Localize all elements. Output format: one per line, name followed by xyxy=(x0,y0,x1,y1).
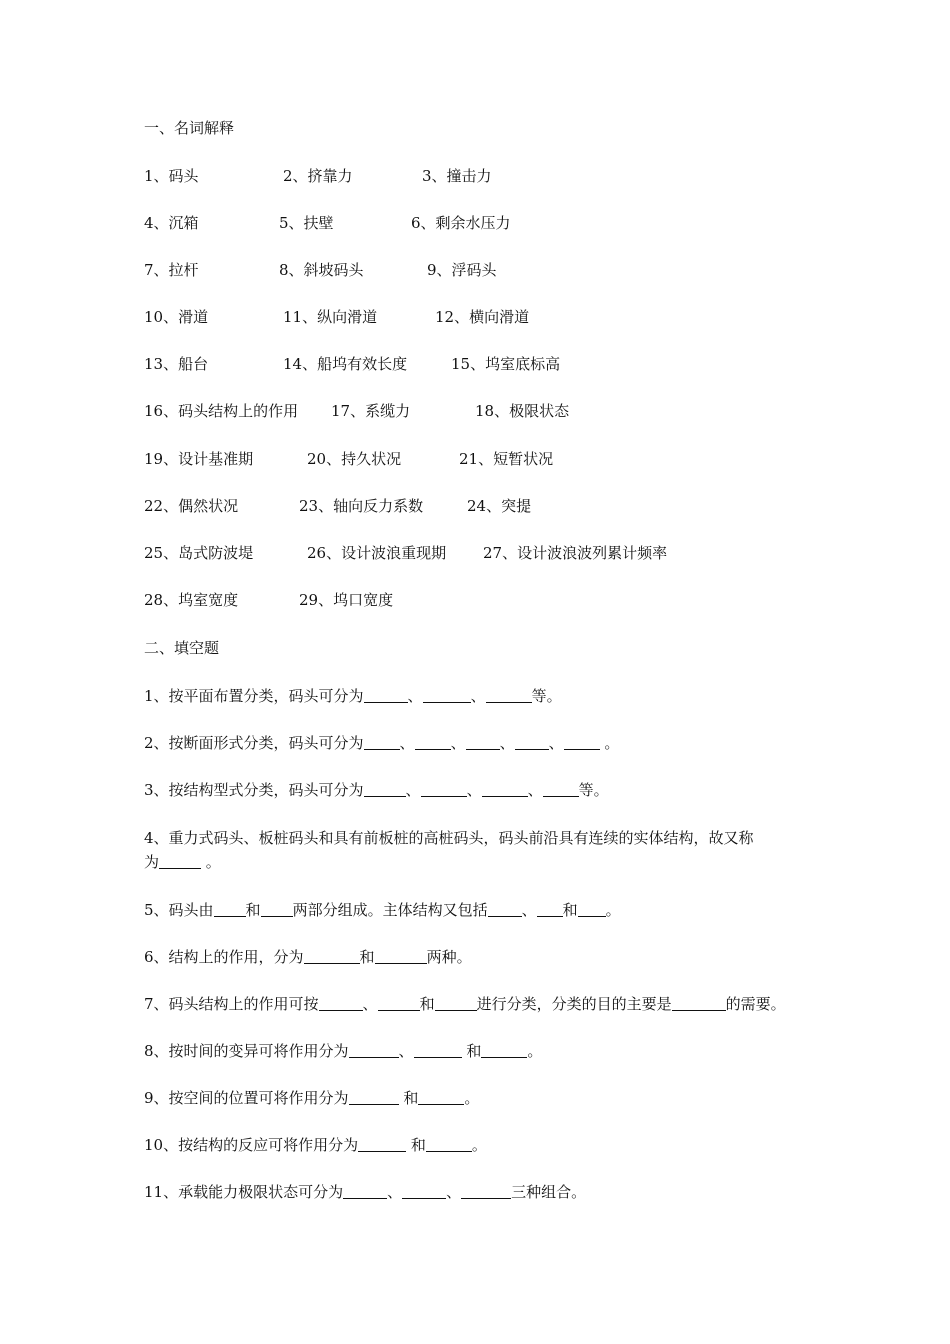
question-text: 和 xyxy=(562,901,578,919)
term-item: 15、坞室底标高 xyxy=(451,355,561,373)
answer-blank[interactable] xyxy=(159,853,201,869)
question-6 xyxy=(144,947,472,967)
answer-blank[interactable] xyxy=(414,1042,462,1058)
answer-blank[interactable] xyxy=(349,1089,399,1105)
question-ending: 。 xyxy=(201,853,221,871)
term-item: 2、挤靠力 xyxy=(283,167,353,185)
question-text: 和 xyxy=(419,995,435,1013)
term-item: 22、偶然状况 xyxy=(144,497,239,515)
term-item: 25、岛式防波堤 xyxy=(144,544,254,562)
term-item: 29、坞口宽度 xyxy=(299,591,394,609)
answer-blank[interactable] xyxy=(435,995,477,1011)
term-item: 23、轴向反力系数 xyxy=(299,497,424,515)
answer-blank[interactable] xyxy=(426,1136,472,1152)
question-text: 10、按结构的反应可将作用分为 xyxy=(144,1136,359,1154)
term-item: 16、码头结构上的作用 xyxy=(144,402,299,420)
question-ending: 。 xyxy=(527,1042,543,1060)
term-row-1 xyxy=(144,166,904,186)
term-item: 7、拉杆 xyxy=(144,261,199,279)
question-text: 两部分组成。主体结构又包括 xyxy=(292,901,488,919)
answer-blank[interactable] xyxy=(461,1183,511,1199)
term-item: 13、船台 xyxy=(144,355,209,373)
question-text: 和 xyxy=(245,901,261,919)
separator: 、 xyxy=(399,734,415,752)
section-heading-fill-blank: 二、填空题 xyxy=(144,639,220,657)
question-5 xyxy=(144,900,621,920)
answer-blank[interactable] xyxy=(364,781,406,797)
term-row-2 xyxy=(144,213,904,233)
question-2 xyxy=(144,733,619,753)
term-item: 4、沉箱 xyxy=(144,214,199,232)
separator: 、 xyxy=(521,901,537,919)
question-text: 为 xyxy=(144,853,160,871)
question-text: 8、按时间的变异可将作用分为 xyxy=(144,1042,349,1060)
term-row-10 xyxy=(144,590,904,610)
question-7 xyxy=(144,994,786,1014)
question-ending: 等。 xyxy=(531,687,562,705)
question-text: 和 xyxy=(406,1136,426,1154)
question-ending: 的需要。 xyxy=(725,995,786,1013)
separator: 、 xyxy=(470,687,486,705)
answer-blank[interactable] xyxy=(261,901,293,917)
answer-blank[interactable] xyxy=(537,901,563,917)
term-item: 9、浮码头 xyxy=(427,261,497,279)
separator: 、 xyxy=(499,734,515,752)
separator: 、 xyxy=(407,687,423,705)
question-ending: 两种。 xyxy=(426,948,472,966)
question-text: 6、结构上的作用，分为 xyxy=(144,948,304,966)
term-item: 11、纵向滑道 xyxy=(283,308,378,326)
answer-blank[interactable] xyxy=(578,901,606,917)
separator: 、 xyxy=(450,734,466,752)
answer-blank[interactable] xyxy=(364,734,400,750)
term-row-3 xyxy=(144,260,904,280)
question-ending: 。 xyxy=(471,1136,487,1154)
term-row-8 xyxy=(144,496,904,516)
term-item: 20、持久状况 xyxy=(307,450,402,468)
answer-blank[interactable] xyxy=(319,995,363,1011)
question-text: 5、码头由 xyxy=(144,901,214,919)
answer-blank[interactable] xyxy=(543,781,579,797)
term-item: 14、船坞有效长度 xyxy=(283,355,408,373)
question-text: 和 xyxy=(398,1089,419,1107)
question-ending: 等。 xyxy=(578,781,609,799)
question-1 xyxy=(144,686,562,706)
answer-blank[interactable] xyxy=(672,995,726,1011)
question-ending: 。 xyxy=(599,734,620,752)
term-item: 21、短暂状况 xyxy=(459,450,554,468)
term-row-6 xyxy=(144,401,904,421)
term-item: 18、极限状态 xyxy=(475,402,570,420)
question-11 xyxy=(144,1182,586,1202)
term-item: 3、撞击力 xyxy=(422,167,492,185)
question-9 xyxy=(144,1088,479,1108)
separator: 、 xyxy=(446,1183,462,1201)
answer-blank[interactable] xyxy=(304,948,360,964)
separator: 、 xyxy=(466,781,482,799)
term-item: 26、设计波浪重现期 xyxy=(307,544,447,562)
answer-blank[interactable] xyxy=(378,995,420,1011)
term-item: 1、码头 xyxy=(144,167,199,185)
answer-blank[interactable] xyxy=(349,1042,399,1058)
answer-blank[interactable] xyxy=(423,687,471,703)
term-row-4 xyxy=(144,307,904,327)
question-text: 9、按空间的位置可将作用分为 xyxy=(144,1089,349,1107)
answer-blank[interactable] xyxy=(481,1042,527,1058)
answer-blank[interactable] xyxy=(418,1089,464,1105)
separator: 、 xyxy=(527,781,543,799)
question-8 xyxy=(144,1041,542,1061)
question-text: 进行分类，分类的目的主要是 xyxy=(476,995,672,1013)
answer-blank[interactable] xyxy=(466,734,500,750)
answer-blank[interactable] xyxy=(343,1183,387,1199)
term-row-5 xyxy=(144,354,904,374)
term-item: 28、坞室宽度 xyxy=(144,591,239,609)
term-item: 10、滑道 xyxy=(144,308,209,326)
term-item: 19、设计基准期 xyxy=(144,450,254,468)
term-item: 27、设计波浪波列累计频率 xyxy=(483,544,668,562)
separator: 、 xyxy=(548,734,564,752)
answer-blank[interactable] xyxy=(375,948,427,964)
answer-blank[interactable] xyxy=(402,1183,446,1199)
answer-blank[interactable] xyxy=(364,687,408,703)
question-text: 和 xyxy=(461,1042,482,1060)
separator: 、 xyxy=(405,781,421,799)
answer-blank[interactable] xyxy=(486,687,532,703)
question-ending: 三种组合。 xyxy=(511,1183,587,1201)
question-text: 3、按结构型式分类，码头可分为 xyxy=(144,781,364,799)
term-item: 24、突提 xyxy=(467,497,532,515)
separator: 、 xyxy=(387,1183,403,1201)
separator: 、 xyxy=(398,1042,414,1060)
term-row-7 xyxy=(144,449,904,469)
answer-blank[interactable] xyxy=(482,781,528,797)
question-ending: 。 xyxy=(605,901,621,919)
question-10 xyxy=(144,1135,487,1155)
separator: 、 xyxy=(362,995,378,1013)
answer-blank[interactable] xyxy=(415,734,451,750)
answer-blank[interactable] xyxy=(214,901,246,917)
answer-blank[interactable] xyxy=(488,901,522,917)
question-text: 1、按平面布置分类，码头可分为 xyxy=(144,687,364,705)
answer-blank[interactable] xyxy=(421,781,467,797)
question-3 xyxy=(144,780,609,800)
question-ending: 。 xyxy=(464,1089,480,1107)
question-text: 7、码头结构上的作用可按 xyxy=(144,995,319,1013)
answer-blank[interactable] xyxy=(358,1136,406,1152)
question-text: 2、按断面形式分类，码头可分为 xyxy=(144,734,364,752)
section-heading-terms: 一、名词解释 xyxy=(144,119,235,137)
term-item: 17、系缆力 xyxy=(331,402,411,420)
question-4-line-2 xyxy=(144,852,221,872)
term-item: 12、横向滑道 xyxy=(435,308,530,326)
term-item: 8、斜坡码头 xyxy=(279,261,364,279)
term-row-9 xyxy=(144,543,904,563)
answer-blank[interactable] xyxy=(564,734,600,750)
question-text: 和 xyxy=(359,948,375,966)
term-item: 6、剩余水压力 xyxy=(411,214,511,232)
answer-blank[interactable] xyxy=(515,734,549,750)
question-text: 11、承载能力极限状态可分为 xyxy=(144,1183,344,1201)
question-4-line-1: 4、重力式码头、板桩码头和具有前板桩的高桩码头，码头前沿具有连续的实体结构，故又称 xyxy=(144,829,754,847)
term-item: 5、扶壁 xyxy=(279,214,334,232)
